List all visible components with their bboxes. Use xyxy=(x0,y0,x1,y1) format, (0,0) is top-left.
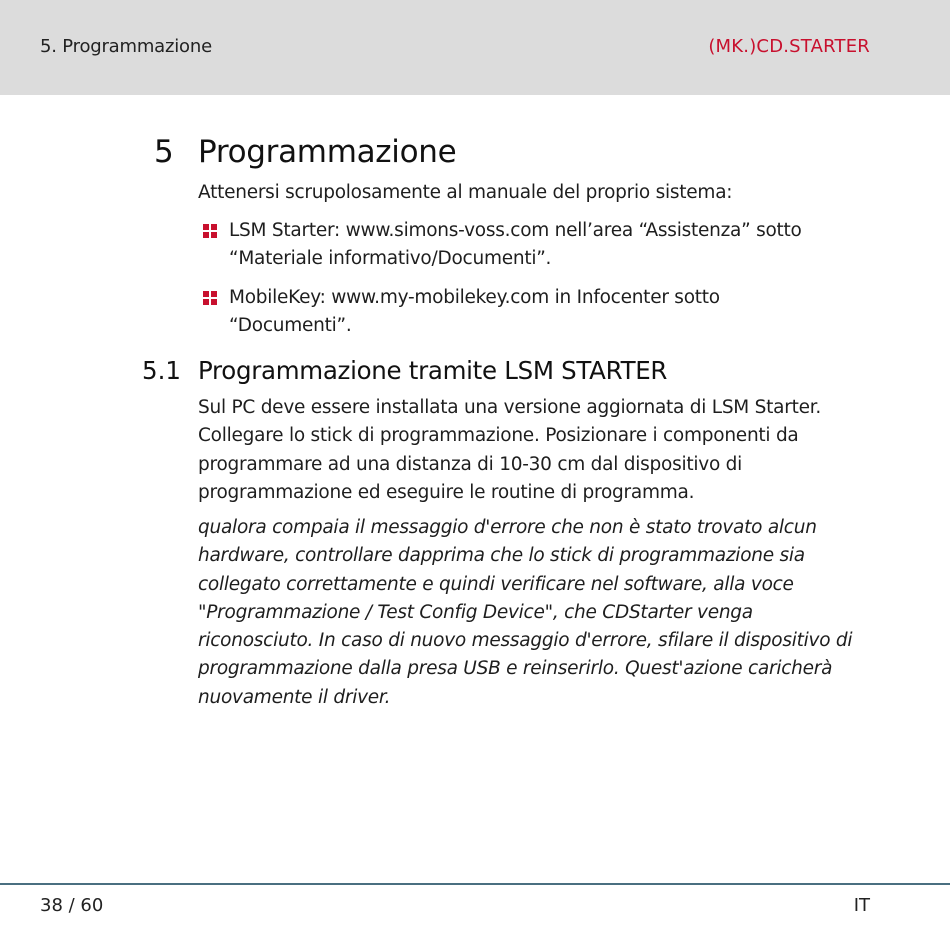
note-line: qualora compaia il messaggio d'errore che non è stato trovato alcun xyxy=(198,517,817,538)
note-line: nuovamente il driver. xyxy=(198,686,391,708)
page-number: 38 / 60 xyxy=(40,895,104,916)
bullet-line: LSM Starter: www.simons-voss.com nell’area “Assistenza” sotto xyxy=(229,220,802,241)
body-line: Collegare lo stick di programmazione. Posizionare i componenti da xyxy=(198,425,799,447)
note-paragraph xyxy=(198,514,852,712)
body-line: programmazione ed eseguire le routine di programma. xyxy=(198,481,695,503)
bullet-item-mobilekey xyxy=(229,284,869,341)
bullet-square-icon xyxy=(203,224,217,238)
note-line: "Programmazione / Test Config Device", che CDStarter venga xyxy=(198,601,753,623)
note-line: hardware, controllare dapprima che lo stick di programmazione sia xyxy=(198,545,805,567)
note-line: programmazione dalla presa USB e reinserirlo. Quest'azione caricherà xyxy=(198,658,833,680)
note-line: collegato correttamente e quindi verificare nel software, alla voce xyxy=(198,573,794,595)
header-section-title: 5. Programmazione xyxy=(40,36,212,57)
bullet-line: MobileKey: www.my-mobilekey.com in Infocenter sotto xyxy=(229,287,720,308)
body-paragraph xyxy=(198,394,821,507)
bullet-line: “Materiale informativo/Documenti”. xyxy=(229,248,552,270)
header-product-name: (MK.)CD.STARTER xyxy=(708,36,870,57)
body-line: Sul PC deve essere installata una versione aggiornata di LSM Starter. xyxy=(198,397,822,418)
note-line: riconosciuto. In caso di nuovo messaggio d'errore, sfilare il dispositivo di xyxy=(198,630,853,652)
heading-1-title: Programmazione xyxy=(198,134,457,170)
bullet-line: “Documenti”. xyxy=(229,315,352,337)
bullet-item-lsm-starter xyxy=(229,217,869,274)
footer-divider xyxy=(0,883,950,885)
bullet-square-icon xyxy=(203,291,217,305)
intro-paragraph: Attenersi scrupolosamente al manuale del proprio sistema: xyxy=(198,182,733,203)
body-line: programmare ad una distanza di 10-30 cm dal dispositivo di xyxy=(198,453,743,475)
page-header xyxy=(0,0,950,95)
heading-1-number: 5 xyxy=(154,134,174,170)
heading-2-title: Programmazione tramite LSM STARTER xyxy=(198,356,668,385)
language-code: IT xyxy=(853,895,870,916)
heading-2-number: 5.1 xyxy=(142,356,181,385)
